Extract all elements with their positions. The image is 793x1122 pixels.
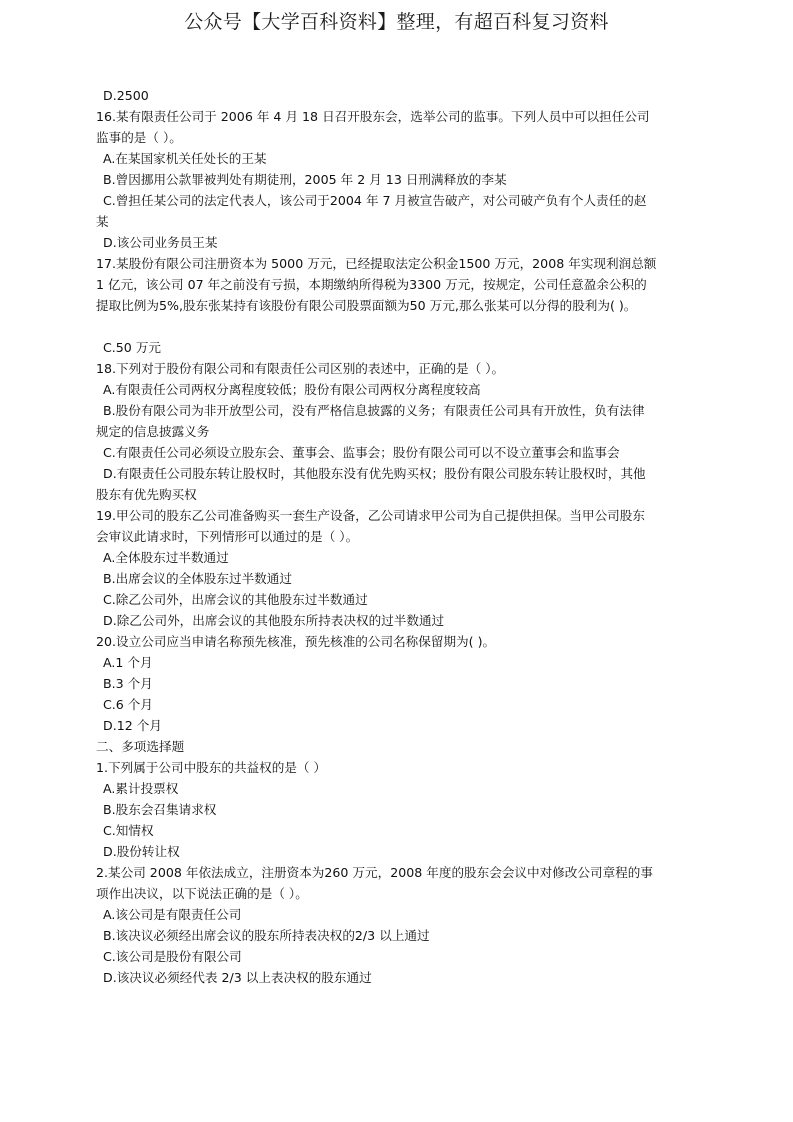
answer-option: A.有限责任公司两权分离程度较低；股份有限公司两权分离程度较高 <box>103 382 481 397</box>
answer-option: D.有限责任公司股东转让股权时，其他股东没有优先购买权；股份有限公司股东转让股权时，其他 <box>103 466 646 481</box>
question-text: 16.某有限责任公司于 2006 年 4 月 18 日召开股东会，选举公司的监事。下列人员中可以担任公司 <box>96 109 650 124</box>
question-text: 二、多项选择题 <box>96 739 185 754</box>
question-text: 提取比例为5%,股东张某持有该股份有限公司股票面额为50 万元,那么张某可以分得的股利为( )。 <box>96 298 637 313</box>
question-text: 2.某公司 2008 年依法成立，注册资本为260 万元，2008 年度的股东会会议中对修改公司章程的事 <box>96 865 653 880</box>
answer-option: B.股东会召集请求权 <box>103 802 217 817</box>
question-text: 会审议此请求时，下列情形可以通过的是（ ）。 <box>96 529 359 544</box>
answer-option: B.该决议必须经出席会议的股东所持表决权的2/3 以上通过 <box>103 928 430 943</box>
answer-option: A.1 个月 <box>103 655 153 670</box>
question-text: 股东有优先购买权 <box>96 487 197 502</box>
page-header: 公众号【大学百科资料】整理，有超百科复习资料 <box>184 11 609 33</box>
answer-option: C.曾担任某公司的法定代表人，该公司于2004 年 7 月被宣告破产，对公司破产负有个人责任的赵 <box>103 193 647 208</box>
question-text: 项作出决议，以下说法正确的是（ ）。 <box>96 886 308 901</box>
answer-option: B.出席会议的全体股东过半数通过 <box>103 571 292 586</box>
answer-option: A.该公司是有限责任公司 <box>103 907 242 922</box>
answer-option: B.股份有限公司为非开放型公司，没有严格信息披露的义务；有限责任公司具有开放性，负有法律 <box>103 403 645 418</box>
question-text: 17.某股份有限公司注册资本为 5000 万元，已经提取法定公积金1500 万元，2008 年实现利润总额 <box>96 256 657 271</box>
answer-option: D.2500 <box>103 88 149 103</box>
answer-option: C.6 个月 <box>103 697 153 712</box>
answer-option: A.在某国家机关任处长的王某 <box>103 151 267 166</box>
question-text: 1.下列属于公司中股东的共益权的是（ ） <box>96 760 327 775</box>
answer-option: C.知情权 <box>103 823 154 838</box>
answer-option: C.有限责任公司必须设立股东会、董事会、监事会；股份有限公司可以不设立董事会和监事会 <box>103 445 620 460</box>
answer-option: C.该公司是股份有限公司 <box>103 949 242 964</box>
question-text: 18.下列对于股份有限公司和有限责任公司区别的表述中，正确的是（ ）。 <box>96 361 505 376</box>
answer-option: D.12 个月 <box>103 718 162 733</box>
answer-option: A.全体股东过半数通过 <box>103 550 229 565</box>
question-text: 规定的信息披露义务 <box>96 424 210 439</box>
answer-option: B.曾因挪用公款罪被判处有期徒刑，2005 年 2 月 13 日刑满释放的李某 <box>103 172 507 187</box>
answer-option: C.除乙公司外，出席会议的其他股东过半数通过 <box>103 592 368 607</box>
question-text: 监事的是（ ）。 <box>96 130 182 145</box>
question-text: 1 亿元，该公司 07 年之前没有亏损，本期缴纳所得税为3300 万元，按规定，公司任意盈余公积的 <box>96 277 647 292</box>
question-text: 20.设立公司应当申请名称预先核准，预先核准的公司名称保留期为( )。 <box>96 634 496 649</box>
question-text: 某 <box>96 214 109 229</box>
answer-option: B.3 个月 <box>103 676 153 691</box>
document-body <box>96 85 704 988</box>
answer-option: D.股份转让权 <box>103 844 180 859</box>
answer-option: D.除乙公司外，出席会议的其他股东所持表决权的过半数通过 <box>103 613 445 628</box>
answer-option: D.该公司业务员王某 <box>103 235 218 250</box>
answer-option: C.50 万元 <box>103 340 162 355</box>
answer-option: D.该决议必须经代表 2/3 以上表决权的股东通过 <box>103 970 372 985</box>
answer-option: A.累计投票权 <box>103 781 179 796</box>
question-text: 19.甲公司的股东乙公司准备购买一套生产设备，乙公司请求甲公司为自己提供担保。当甲公司股东 <box>96 508 645 523</box>
blank-line <box>96 316 704 337</box>
